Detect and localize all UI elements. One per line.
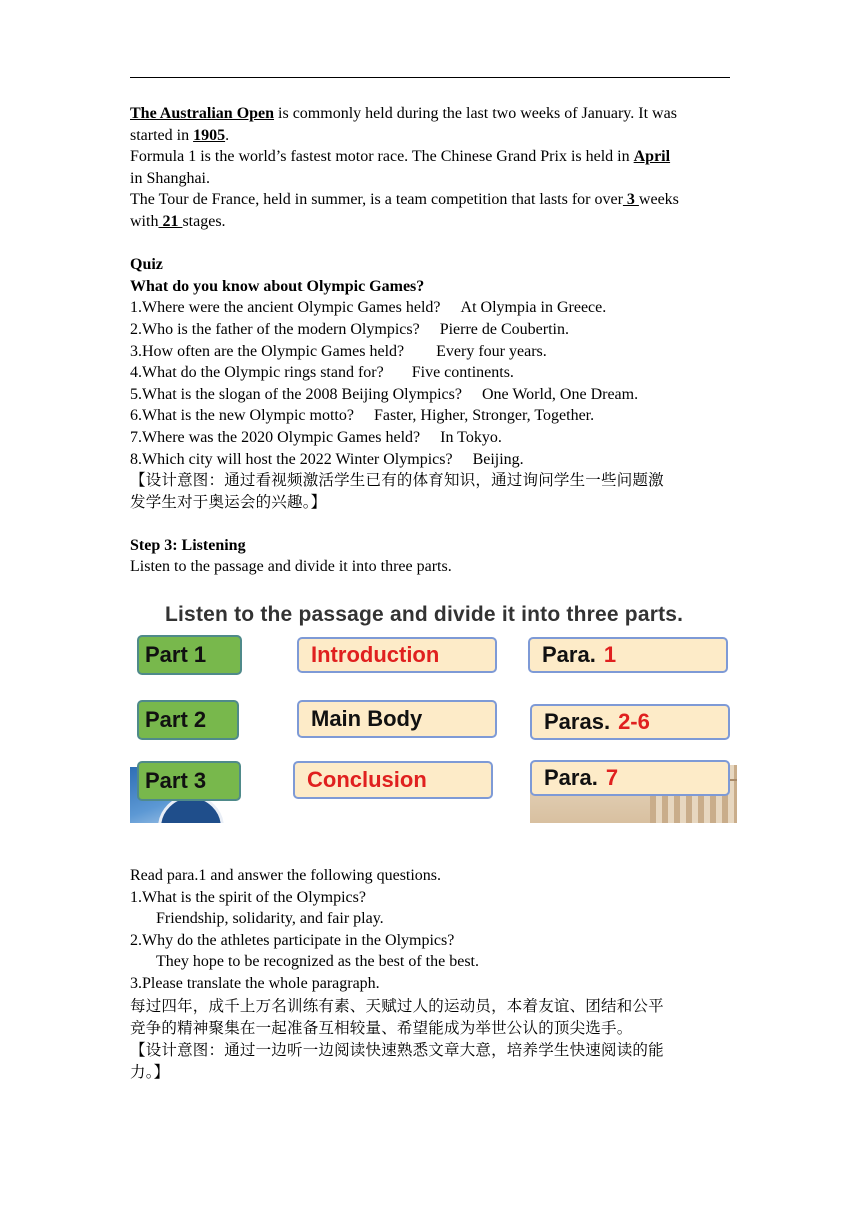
slide-title: Listen to the passage and divide it into three parts. xyxy=(165,603,684,626)
quiz-item xyxy=(130,297,730,319)
quiz-item xyxy=(130,449,730,471)
introduction-box: Introduction xyxy=(297,637,497,673)
step3-heading: Step 3: Listening xyxy=(130,536,246,554)
tour-weeks: 3 xyxy=(622,191,639,209)
quiz-question: What is the new Olympic motto? xyxy=(142,407,354,425)
aus-year: 1905 xyxy=(193,126,226,144)
document-body xyxy=(130,103,730,578)
quiz-answer: One World, One Dream. xyxy=(481,385,639,403)
reading-question xyxy=(130,930,730,952)
reading-design-note-1: 【设计意图：通过一边听一边阅读快速熟悉文章大意，培养学生快速阅读的能 xyxy=(130,1040,664,1059)
quiz-answer: At Olympia in Greece. xyxy=(460,299,607,317)
quiz-question: What do the Olympic rings stand for? xyxy=(142,364,384,382)
reading-answer: Friendship, solidarity, and fair play. xyxy=(156,910,384,928)
quiz-question: How often are the Olympic Games held? xyxy=(142,342,405,360)
quiz-item xyxy=(130,384,730,406)
step3-instruction: Listen to the passage and divide it into three parts. xyxy=(130,558,452,576)
quiz-item-number: 8. xyxy=(130,450,142,468)
aus-title: The Australian Open xyxy=(130,105,275,122)
translation-line-2: 竞争的精神聚集在一起准备互相较量、希望能成为举世公认的顶尖选手。 xyxy=(130,1018,633,1037)
reading-design-note-2: 力。】 xyxy=(130,1062,170,1081)
quiz-item xyxy=(130,319,730,341)
quiz-answer: Beijing. xyxy=(472,450,524,468)
quiz-item xyxy=(130,427,730,449)
quiz-subheading: What do you know about Olympic Games? xyxy=(130,277,425,295)
aus-line-2: started in 1905. xyxy=(130,126,230,144)
f1-line-1: Formula 1 is the world’s fastest motor race. The Chinese Grand Prix is held in April xyxy=(130,148,671,166)
quiz-question: Which city will host the 2022 Winter Olympics? xyxy=(142,450,453,468)
quiz-question: Where were the ancient Olympic Games held? xyxy=(142,299,441,317)
quiz-item-number: 5. xyxy=(130,385,142,403)
quiz-answer: Five continents. xyxy=(411,364,514,382)
reading-item-number: 3. xyxy=(130,974,142,992)
quiz-design-note-2: 发学生对于奥运会的兴趣。】 xyxy=(130,492,327,511)
header-rule xyxy=(130,77,730,78)
quiz-answer: In Tokyo. xyxy=(440,428,502,446)
paras-box: Paras. 2-6 xyxy=(530,704,730,740)
reading-question-text: Please translate the whole paragraph. xyxy=(142,974,380,992)
tour-stages: 21 xyxy=(158,212,183,230)
reading-list xyxy=(130,887,730,995)
quiz-question: Who is the father of the modern Olympics? xyxy=(142,320,420,338)
para7-box: Para. 7 xyxy=(530,760,730,796)
quiz-answer: Pierre de Coubertin. xyxy=(439,320,569,338)
quiz-item xyxy=(130,362,730,384)
quiz-question: Where was the 2020 Olympic Games held? xyxy=(142,428,421,446)
part1-box: Part 1 xyxy=(137,635,242,675)
quiz-item xyxy=(130,341,730,363)
reading-question-text: What is the spirit of the Olympics? xyxy=(142,888,366,906)
aus-line-1: The Australian Open is commonly held during the last two weeks of January. It was xyxy=(130,105,677,122)
reading-item-number: 1. xyxy=(130,888,142,906)
tour-line-2: with 21 stages. xyxy=(130,212,226,230)
quiz-answer: Every four years. xyxy=(436,342,547,360)
quiz-question: What is the slogan of the 2008 Beijing Olympics? xyxy=(142,385,462,403)
tour-line-1: The Tour de France, held in summer, is a team competition that lasts for over 3 weeks xyxy=(130,191,679,209)
quiz-item-number: 6. xyxy=(130,407,142,425)
reading-section xyxy=(130,865,730,1083)
quiz-heading: Quiz xyxy=(130,256,163,274)
part2-box: Part 2 xyxy=(137,700,239,740)
quiz-item-number: 7. xyxy=(130,428,142,446)
conclusion-box: Conclusion xyxy=(293,761,493,799)
reading-answer: They hope to be recognized as the best of the best. xyxy=(156,953,479,971)
f1-month: April xyxy=(633,148,671,166)
quiz-item-number: 1. xyxy=(130,299,142,317)
translation-line-1: 每过四年，成千上万名训练有素、天赋过人的运动员，本着友谊、团结和公平 xyxy=(130,996,664,1015)
part3-box: Part 3 xyxy=(137,761,241,801)
quiz-list xyxy=(130,297,730,470)
reading-instruction: Read para.1 and answer the following questions. xyxy=(130,867,442,884)
quiz-design-note-1: 【设计意图：通过看视频激活学生已有的体育知识，通过询问学生一些问题激 xyxy=(130,471,664,490)
quiz-item-number: 4. xyxy=(130,364,142,382)
reading-item-number: 2. xyxy=(130,931,142,949)
reading-question-text: Why do the athletes participate in the Olympics? xyxy=(142,931,455,949)
main-body-box: Main Body xyxy=(297,700,497,738)
f1-line-2: in Shanghai. xyxy=(130,169,210,187)
reading-question xyxy=(130,887,730,909)
quiz-item xyxy=(130,405,730,427)
quiz-item-number: 2. xyxy=(130,320,142,338)
listening-slide-image xyxy=(130,597,737,823)
reading-question xyxy=(130,973,730,995)
quiz-answer: Faster, Higher, Stronger, Together. xyxy=(373,407,595,425)
para1-box: Para. 1 xyxy=(528,637,728,673)
quiz-item-number: 3. xyxy=(130,342,142,360)
